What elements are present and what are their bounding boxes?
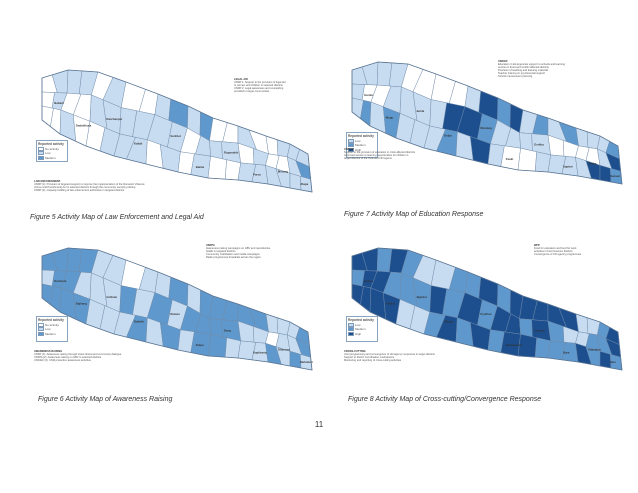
- district-label: Saptari: [563, 164, 573, 169]
- legend-label: Medium: [355, 327, 366, 331]
- figure-5-side-line: UNDP 1: Support to the provision of legal aid: [234, 81, 286, 84]
- district-label: Rolpa: [195, 343, 204, 347]
- district-label: Salyan: [444, 319, 454, 324]
- figure-6-bottom-text: [34, 350, 194, 382]
- figure-5-side-line: provided in target communities: [234, 90, 270, 93]
- district-region: [208, 156, 227, 179]
- district-label: Banke: [195, 165, 205, 169]
- district-region: [210, 141, 223, 159]
- legend-title: Reported activity: [348, 134, 374, 138]
- legend-label: Medium: [355, 143, 366, 147]
- figure-5-side-text: [234, 78, 318, 118]
- figure-5-caption: Figure 5 Activity Map of Law Enforcement and Legal Aid: [30, 214, 204, 221]
- figure-5-side-line: to women and children in selected districts: [234, 84, 283, 87]
- district-label: Mahottari: [300, 359, 313, 364]
- figure-7-side-line: School improvement planning: [498, 75, 533, 78]
- figure-7-side-line: Teacher training on psychosocial support: [498, 72, 546, 75]
- district-label: Nawalparasi: [505, 343, 523, 347]
- figure-7-panel: [338, 52, 630, 207]
- figure-8-bottom-text: [344, 350, 524, 386]
- district-label: Gorkha: [534, 142, 544, 147]
- figure-7-side-line: Education in Emergencies support to schools and learning: [498, 63, 565, 66]
- district-label: Bajura: [364, 279, 374, 284]
- figure-7-bottom-heading: UNICEF: [344, 148, 354, 151]
- figure-6-caption: Figure 6 Activity Map of Awareness Raising: [38, 396, 173, 403]
- figure-5-bottom-heading: LAW ENFORCEMENT: [34, 180, 61, 183]
- legend-swatch: [348, 323, 354, 327]
- figure-5-legend: [36, 140, 68, 162]
- district-label: Surkhet: [170, 133, 181, 138]
- figure-8-bottom-line: Monitoring and reporting of cross-cutting activities: [344, 359, 402, 362]
- district-label: Kalikot: [385, 301, 396, 306]
- district-label: Jajarkot: [416, 294, 427, 299]
- figure-7-side-heading: UNICEF: [498, 60, 508, 63]
- figure-6-panel: [28, 238, 320, 393]
- legend-title: Reported activity: [348, 318, 374, 322]
- legend-swatch: [348, 327, 354, 331]
- legend-label: Low: [355, 322, 361, 327]
- figure-6-bottom-line: UNICEF (3): Child protection awareness activities: [34, 359, 91, 362]
- district-region: [208, 334, 227, 357]
- figure-7-bottom-line: target districts of the Terai and hill regions: [344, 157, 392, 160]
- figure-6-legend: [36, 316, 68, 342]
- district-label: Dadeldhura: [75, 123, 92, 128]
- district-label: Dolpa: [444, 133, 452, 138]
- district-label: Bajhang: [75, 301, 87, 306]
- district-label: Ilam: [610, 359, 616, 364]
- district-label: Morang: [277, 169, 289, 174]
- district-label: Rupandehi: [224, 150, 239, 155]
- district-label: Baitadi: [54, 101, 64, 106]
- district-label: Sunsari: [610, 173, 621, 178]
- figure-8-caption: Figure 8 Activity Map of Cross-cutting/Convergence Response: [348, 396, 542, 403]
- figure-5-side-line: UNDP 2: Legal awareness and counselling: [234, 87, 284, 90]
- legend-swatch: [38, 327, 44, 331]
- figure-6-side-heading: UNFPA: [206, 244, 215, 247]
- figure-8-side-line: Food for education and food for work: [534, 247, 577, 250]
- figure-8-side-line: activities in food insecure districts: [534, 250, 573, 253]
- figure-5-bottom-line: UNDP (1): Provision of targeted support to improve the implementation of the Domestic Violence: [34, 183, 145, 186]
- figure-7-bottom-line: Support to the provision of education in crisis affected districts: [344, 151, 416, 154]
- figure-8-bottom-line: Support to district coordination mechanisms: [344, 356, 395, 359]
- figure-6-side-line: Awareness raising campaigns on GBV and reproductive: [206, 247, 271, 250]
- figure-7-side-line: Provision of teaching and learning materials: [498, 69, 549, 72]
- figure-5-bottom-line: UNDP (2): Capacity building of law enforcement authorities in targeted districts: [34, 189, 125, 192]
- figure-8-panel: [338, 238, 630, 393]
- district-label: Kailali: [134, 141, 143, 146]
- legend-label: No activity: [45, 322, 59, 327]
- legend-swatch: [38, 323, 44, 327]
- legend-swatch: [38, 332, 44, 336]
- district-label: Jhapa: [300, 181, 309, 186]
- figure-5-bottom-line: (Crime and Punishment) Act in selected districts through the community security policing: [34, 186, 136, 189]
- legend-label: Medium: [45, 155, 56, 160]
- district-label: Rukum: [170, 311, 180, 316]
- figure-6-bottom-line: UNDP (1): Awareness raising through street drama and community dialogue: [34, 353, 122, 356]
- district-region: [518, 148, 537, 171]
- legend-label: High: [355, 331, 362, 336]
- figure-7-bottom-line: Improved access to learning opportunities for children in: [344, 154, 409, 157]
- legend-label: High: [355, 147, 362, 152]
- legend-label: Low: [45, 327, 51, 331]
- district-label: Darchula: [54, 279, 67, 284]
- figure-6-side-line: Radio programmes broadcast across the region: [206, 256, 261, 259]
- district-label: Parsa: [253, 172, 261, 177]
- district-region: [210, 319, 223, 337]
- district-label: Kapilvastu: [253, 350, 268, 355]
- district-label: Dang: [224, 328, 231, 333]
- legend-label: No activity: [45, 146, 59, 151]
- legend-title: Reported activity: [38, 318, 64, 322]
- figure-7-side-line: centres in flood and conflict affected districts: [498, 66, 549, 69]
- figure-8-side-text: [534, 244, 628, 274]
- figure-8-side-heading: WFP: [534, 244, 540, 247]
- district-label: Bara: [563, 350, 570, 355]
- district-region: [520, 319, 533, 337]
- district-label: Jumla: [416, 108, 425, 113]
- figure-6-side-line: Community mobilisation and media campaigns: [206, 253, 260, 256]
- page-number: 11: [314, 420, 324, 429]
- figure-8-bottom-heading: CROSS-CUTTING: [344, 350, 366, 353]
- district-label: Chitwan: [534, 328, 545, 333]
- district-label: Achham: [106, 294, 118, 299]
- district-label: Udayapur: [587, 347, 601, 352]
- district-region: [520, 133, 533, 151]
- district-label: Siraha: [587, 161, 597, 166]
- figure-8-side-line: Convergence of UN agency programmes: [534, 253, 582, 256]
- district-label: Kaski: [505, 157, 514, 161]
- figure-7-bottom-text: [344, 148, 474, 170]
- figure-5-side-heading: LEGAL AID: [234, 78, 248, 81]
- legend-title: Reported activity: [38, 142, 64, 146]
- figure-6-bottom-heading: AWARENESS RAISING: [34, 350, 63, 353]
- figure-6-bottom-line: UNFPA (2): Awareness raising on GBV in selected districts: [34, 356, 102, 359]
- figure-5-panel: [28, 60, 320, 215]
- legend-swatch: [38, 147, 44, 151]
- district-label: Dailekh: [134, 319, 144, 324]
- district-label: Mugu: [385, 115, 394, 120]
- district-label: Mustang: [480, 125, 492, 130]
- legend-swatch: [348, 332, 354, 336]
- figure-8-legend: [346, 316, 378, 342]
- legend-swatch: [38, 151, 44, 155]
- legend-label: Medium: [45, 331, 56, 336]
- figure-8-bottom-line: Joint programming and convergence of UN agency responses in target districts: [344, 353, 435, 356]
- figure-6-side-line: health in targeted districts: [206, 250, 236, 253]
- district-label: Pyuthan: [480, 311, 492, 316]
- legend-label: Low: [45, 151, 51, 155]
- district-label: Kanchanpur: [106, 116, 123, 121]
- district-label: Dhanusa: [277, 347, 290, 352]
- legend-swatch: [38, 156, 44, 160]
- figure-5-bottom-text: [34, 180, 184, 212]
- legend-swatch: [348, 139, 354, 143]
- district-label: Humla: [364, 93, 373, 98]
- legend-label: Low: [355, 138, 361, 143]
- figure-7-caption: Figure 7 Activity Map of Education Response: [344, 211, 484, 218]
- figure-6-side-text: [206, 244, 316, 284]
- legend-swatch: [348, 143, 354, 147]
- figure-7-side-text: [498, 60, 626, 112]
